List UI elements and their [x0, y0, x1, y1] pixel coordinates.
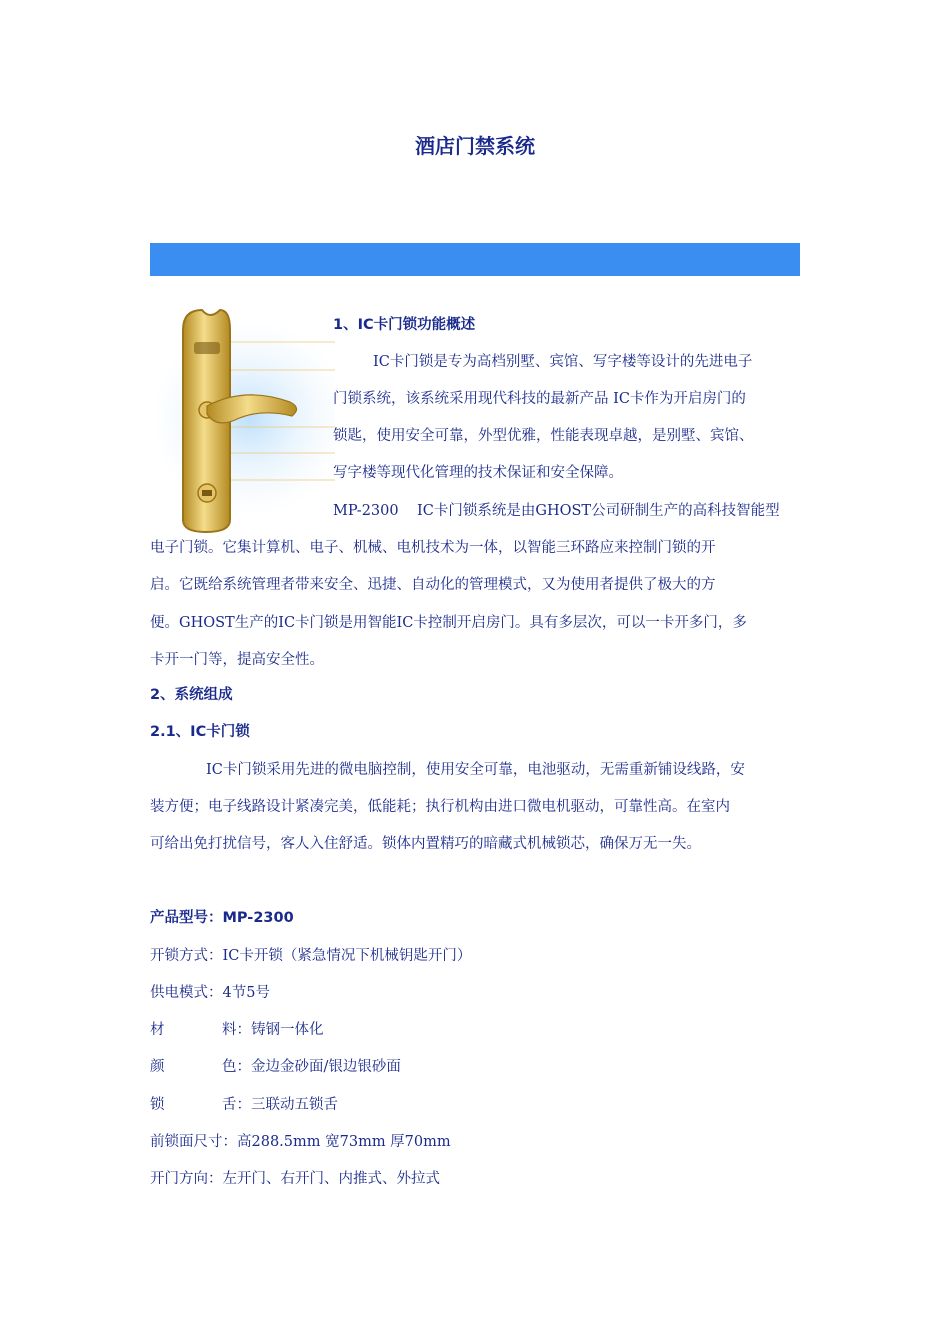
section2-heading: 2、系统组成 — [150, 687, 233, 703]
section1-line: 锁匙，使用安全可靠，外型优雅，性能表现卓越，是别墅、宾馆、 — [333, 428, 754, 444]
spec-row — [150, 981, 270, 1002]
section1-line: 电子门锁。它集计算机、电子、机械、电机技术为一体，以智能三环路应来控制门锁的开 — [150, 540, 716, 556]
spec-label: 料： — [222, 1022, 251, 1038]
section1-line: MP-2300 IC卡门锁系统是由GHOST公司研制生产的高科技智能型 — [333, 503, 780, 519]
spec-label: 材 — [150, 1022, 165, 1038]
section1-line: 卡开一门等，提高安全性。 — [150, 652, 324, 668]
spec-label: 开门方向： — [150, 1171, 223, 1187]
spec-value: IC卡开锁（紧急情况下机械钥匙开门） — [222, 948, 472, 964]
spec-label: 色： — [222, 1059, 251, 1075]
spec-label: 颜 — [150, 1059, 165, 1075]
product-model: 产品型号：MP-2300 — [150, 910, 294, 926]
section1-line: 便。GHOST生产的IC卡门锁是用智能IC卡控制开启房门。具有多层次，可以一卡开多门，多 — [150, 615, 747, 631]
section2-line: 可给出免打扰信号，客人入住舒适。锁体内置精巧的暗藏式机械锁芯，确保万无一失。 — [150, 836, 701, 852]
section1-line: 门锁系统，该系统采用现代科技的最新产品 IC卡作为开启房门的 — [333, 391, 746, 407]
page-title: 酒店门禁系统 — [415, 134, 535, 158]
section1-line: 启。它既给系统管理者带来安全、迅捷、自动化的管理模式，又为使用者提供了极大的方 — [150, 577, 716, 593]
door-lock-image — [150, 300, 335, 540]
spec-row — [150, 944, 471, 965]
spec-label: 开锁方式： — [150, 948, 223, 964]
spec-row — [150, 1130, 451, 1151]
spec-value: 左开门、右开门、内推式、外拉式 — [222, 1171, 440, 1187]
header-banner — [150, 243, 800, 276]
section2-line: IC卡门锁采用先进的微电脑控制，使用安全可靠，电池驱动，无需重新铺设线路，安 — [206, 762, 745, 778]
spec-value: 金边金砂面/银边银砂面 — [251, 1059, 401, 1075]
section2-line: 装方便；电子线路设计紧凑完美，低能耗；执行机构由进口微电机驱动，可靠性高。在室内 — [150, 799, 730, 815]
spec-value: 高288.5mm 宽73mm 厚70mm — [237, 1134, 451, 1150]
section2-subheading: 2.1、IC卡门锁 — [150, 724, 250, 740]
spec-value: 铸钢一体化 — [251, 1022, 324, 1038]
spec-row — [150, 1093, 338, 1114]
spec-label: 前锁面尺寸： — [150, 1134, 237, 1150]
spec-value: 4节5号 — [222, 985, 270, 1001]
spec-row — [150, 1055, 401, 1076]
section1-line: IC卡门锁是专为高档别墅、宾馆、写字楼等设计的先进电子 — [373, 354, 753, 370]
spec-row — [150, 1167, 440, 1188]
spec-row — [150, 1018, 324, 1039]
spec-label: 舌： — [222, 1097, 251, 1113]
section1-heading: 1、IC卡门锁功能概述 — [333, 317, 476, 333]
spec-value: 三联动五锁舌 — [251, 1097, 338, 1113]
spec-label: 锁 — [150, 1097, 165, 1113]
spec-label: 供电模式： — [150, 985, 223, 1001]
section1-line: 写字楼等现代化管理的技术保证和安全保障。 — [333, 465, 623, 481]
